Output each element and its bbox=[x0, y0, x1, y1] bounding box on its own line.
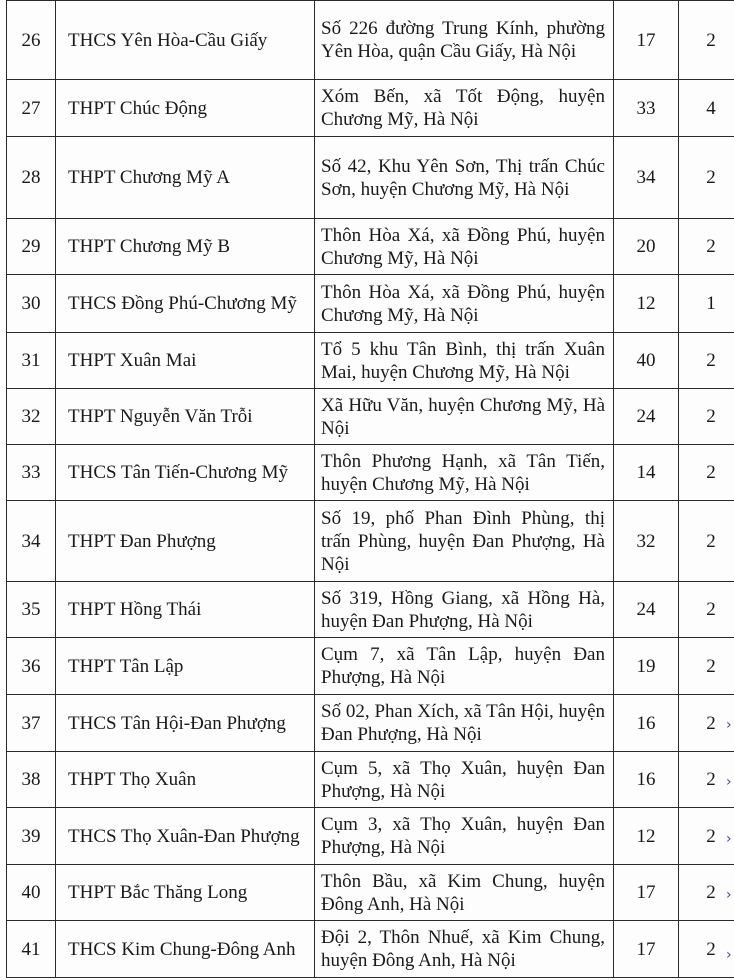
school-address: Thôn Phương Hạnh, xã Tân Tiến, huyện Chương Mỹ, Hà Nội bbox=[315, 445, 614, 501]
school-name: THPT Nguyễn Văn Trỗi bbox=[56, 389, 315, 445]
table-row bbox=[7, 921, 734, 978]
school-address: Cụm 7, xã Tân Lập, huyện Đan Phượng, Hà Nội bbox=[315, 638, 614, 695]
count-2: 2 bbox=[679, 582, 734, 638]
school-table bbox=[6, 0, 734, 978]
row-number: 41 bbox=[7, 921, 56, 978]
count-2: 2 bbox=[679, 137, 734, 219]
count-1: 33 bbox=[614, 80, 679, 137]
count-2: 2 bbox=[679, 808, 734, 865]
school-address: Số 42, Khu Yên Sơn, Thị trấn Chúc Sơn, huyện Chương Mỹ, Hà Nội bbox=[315, 137, 614, 219]
table-row bbox=[7, 501, 734, 582]
school-name: THPT Chúc Động bbox=[56, 80, 315, 137]
school-name: THCS Thọ Xuân-Đan Phượng bbox=[56, 808, 315, 865]
table-row bbox=[7, 80, 734, 137]
table-row bbox=[7, 752, 734, 808]
table-row bbox=[7, 137, 734, 219]
school-address: Xã Hữu Văn, huyện Chương Mỹ, Hà Nội bbox=[315, 389, 614, 445]
table-row bbox=[7, 275, 734, 333]
count-2: 2 bbox=[679, 695, 734, 752]
school-name: THPT Thọ Xuân bbox=[56, 752, 315, 808]
count-1: 24 bbox=[614, 389, 679, 445]
row-number: 39 bbox=[7, 808, 56, 865]
school-table-body bbox=[7, 1, 734, 978]
table-row bbox=[7, 1, 734, 80]
count-1: 34 bbox=[614, 137, 679, 219]
margin-tick-icon: › bbox=[726, 947, 732, 963]
count-2: 4 bbox=[679, 80, 734, 137]
margin-tick-icon: › bbox=[726, 774, 732, 790]
school-name: THPT Bắc Thăng Long bbox=[56, 865, 315, 921]
school-name: THPT Chương Mỹ A bbox=[56, 137, 315, 219]
school-address: Đội 2, Thôn Nhuế, xã Kim Chung, huyện Đông Anh, Hà Nội bbox=[315, 921, 614, 978]
count-1: 17 bbox=[614, 865, 679, 921]
count-2: 2 bbox=[679, 219, 734, 275]
row-number: 40 bbox=[7, 865, 56, 921]
table-row bbox=[7, 582, 734, 638]
school-name: THPT Chương Mỹ B bbox=[56, 219, 315, 275]
row-number: 31 bbox=[7, 333, 56, 389]
count-2: 1 bbox=[679, 275, 734, 333]
school-name: THPT Tân Lập bbox=[56, 638, 315, 695]
row-number: 36 bbox=[7, 638, 56, 695]
table-row bbox=[7, 865, 734, 921]
count-2: 2 bbox=[679, 445, 734, 501]
row-number: 27 bbox=[7, 80, 56, 137]
school-name: THPT Đan Phượng bbox=[56, 501, 315, 582]
table-row bbox=[7, 695, 734, 752]
count-1: 20 bbox=[614, 219, 679, 275]
margin-tick-icon: › bbox=[726, 831, 732, 847]
count-1: 12 bbox=[614, 808, 679, 865]
school-address: Tổ 5 khu Tân Bình, thị trấn Xuân Mai, huyện Chương Mỹ, Hà Nội bbox=[315, 333, 614, 389]
count-1: 17 bbox=[614, 921, 679, 978]
count-1: 14 bbox=[614, 445, 679, 501]
table-row bbox=[7, 808, 734, 865]
table-row bbox=[7, 638, 734, 695]
count-2: 2 bbox=[679, 1, 734, 80]
row-number: 29 bbox=[7, 219, 56, 275]
school-address: Thôn Hòa Xá, xã Đồng Phú, huyện Chương Mỹ, Hà Nội bbox=[315, 275, 614, 333]
row-number: 37 bbox=[7, 695, 56, 752]
school-name: THCS Kim Chung-Đông Anh bbox=[56, 921, 315, 978]
count-1: 17 bbox=[614, 1, 679, 80]
school-address: Cụm 3, xã Thọ Xuân, huyện Đan Phượng, Hà Nội bbox=[315, 808, 614, 865]
count-1: 16 bbox=[614, 695, 679, 752]
count-1: 32 bbox=[614, 501, 679, 582]
table-row bbox=[7, 333, 734, 389]
school-address: Cụm 5, xã Thọ Xuân, huyện Đan Phượng, Hà Nội bbox=[315, 752, 614, 808]
school-address: Số 319, Hồng Giang, xã Hồng Hà, huyện Đan Phượng, Hà Nội bbox=[315, 582, 614, 638]
row-number: 32 bbox=[7, 389, 56, 445]
school-address: Số 226 đường Trung Kính, phường Yên Hòa, quận Cầu Giấy, Hà Nội bbox=[315, 1, 614, 80]
school-address: Số 02, Phan Xích, xã Tân Hội, huyện Đan Phượng, Hà Nội bbox=[315, 695, 614, 752]
row-number: 38 bbox=[7, 752, 56, 808]
row-number: 30 bbox=[7, 275, 56, 333]
row-number: 34 bbox=[7, 501, 56, 582]
school-address: Xóm Bến, xã Tốt Động, huyện Chương Mỹ, Hà Nội bbox=[315, 80, 614, 137]
count-2: 2 bbox=[679, 865, 734, 921]
school-name: THCS Đồng Phú-Chương Mỹ bbox=[56, 275, 315, 333]
margin-tick-icon: › bbox=[726, 717, 732, 733]
table-row bbox=[7, 219, 734, 275]
margin-tick-icon: › bbox=[726, 887, 732, 903]
count-1: 40 bbox=[614, 333, 679, 389]
school-name: THCS Tân Tiến-Chương Mỹ bbox=[56, 445, 315, 501]
school-name: THPT Hồng Thái bbox=[56, 582, 315, 638]
count-2: 2 bbox=[679, 638, 734, 695]
count-2: 2 bbox=[679, 333, 734, 389]
school-address: Thôn Hòa Xá, xã Đồng Phú, huyện Chương Mỹ, Hà Nội bbox=[315, 219, 614, 275]
table-row bbox=[7, 389, 734, 445]
row-number: 33 bbox=[7, 445, 56, 501]
count-1: 19 bbox=[614, 638, 679, 695]
count-2: 2 bbox=[679, 389, 734, 445]
school-address: Số 19, phố Phan Đình Phùng, thị trấn Phùng, huyện Đan Phượng, Hà Nội bbox=[315, 501, 614, 582]
row-number: 26 bbox=[7, 1, 56, 80]
school-address: Thôn Bầu, xã Kim Chung, huyện Đông Anh, Hà Nội bbox=[315, 865, 614, 921]
school-name: THCS Tân Hội-Đan Phượng bbox=[56, 695, 315, 752]
count-2: 2 bbox=[679, 921, 734, 978]
count-1: 24 bbox=[614, 582, 679, 638]
school-name: THCS Yên Hòa-Cầu Giấy bbox=[56, 1, 315, 80]
row-number: 28 bbox=[7, 137, 56, 219]
count-2: 2 bbox=[679, 501, 734, 582]
table-row bbox=[7, 445, 734, 501]
count-1: 12 bbox=[614, 275, 679, 333]
school-name: THPT Xuân Mai bbox=[56, 333, 315, 389]
row-number: 35 bbox=[7, 582, 56, 638]
count-2: 2 bbox=[679, 752, 734, 808]
count-1: 16 bbox=[614, 752, 679, 808]
